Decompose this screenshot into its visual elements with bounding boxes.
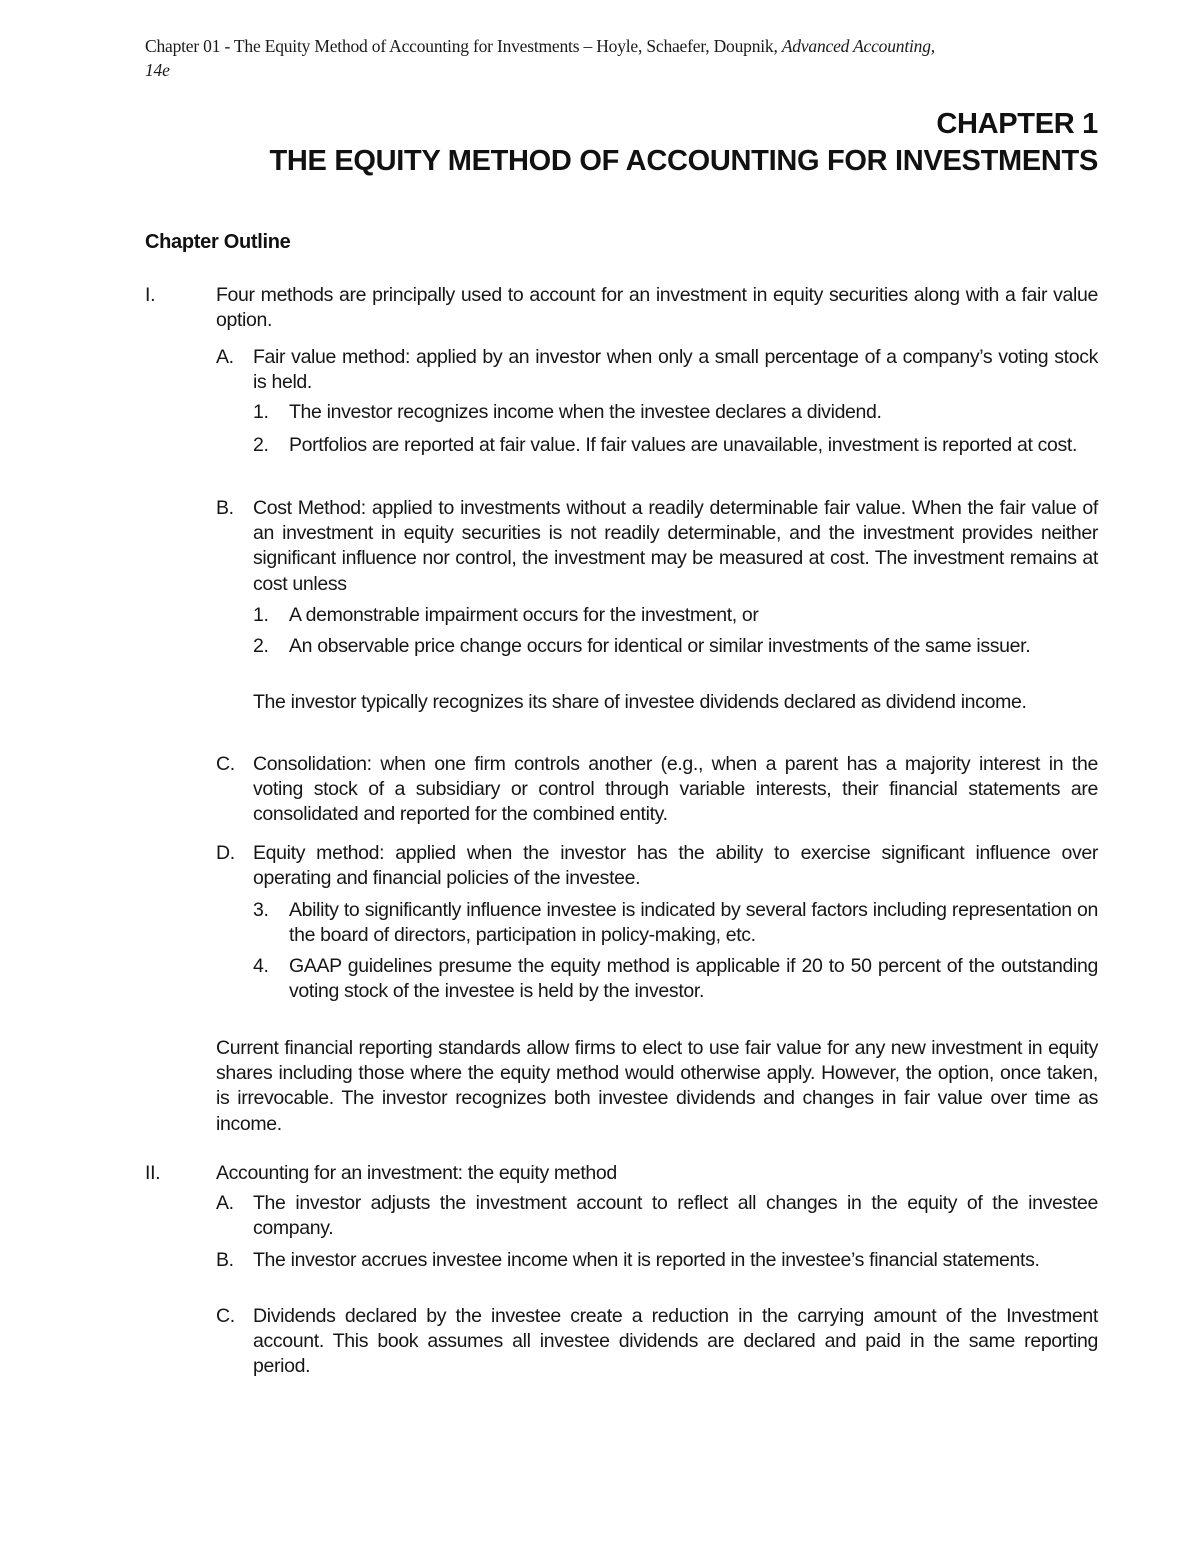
item-text: The investor adjusts the investment account to reflect all changes in the equity of the investee company. [253,1192,1098,1240]
subitem-label: 2. [253,434,269,456]
item-text: Equity method: applied when the investor has the ability to exercise significant influence over operating and financial policies of the investee. [253,842,1098,890]
subitem-text: Portfolios are reported at fair value. If fair values are unavailable, investment is reported at cost. [289,434,1078,456]
subitem-label: 3. [253,899,269,921]
chapter-number: CHAPTER 1 [936,108,1098,140]
subitem-text: The investor recognizes income when the investee declares a dividend. [289,401,882,423]
item-text: Cost Method: applied to investments without a readily determinable fair value. When the fair value of an investment in equity securities is not readily determinable, and the investment provides neither significant influence nor control, the investment may be measured at cost. The investment remains at cost unless [253,497,1098,595]
item-text: The investor accrues investee income when it is reported in the investee’s financial statements. [253,1249,1040,1271]
item-label: C. [216,753,235,775]
item-label: D. [216,842,235,864]
item-text: Fair value method: applied by an investor when only a small percentage of a company’s voting stock is held. [253,346,1098,394]
item-label: A. [216,346,234,368]
subitem-label: 2. [253,635,269,657]
subitem-label: 1. [253,401,269,423]
subitem-label: 1. [253,604,269,626]
subitem-label: 4. [253,955,269,977]
section-label: I. [145,284,156,306]
section-label: II. [145,1162,161,1184]
subitem-text: GAAP guidelines presume the equity method is applicable if 20 to 50 percent of the outstanding voting stock of the investee is held by the investor. [289,955,1098,1003]
closing-paragraph: Current financial reporting standards allow firms to elect to use fair value for any new investment in equity shares including those where the equity method would otherwise apply. However, the option, once taken, is irrevocable. The investor recognizes both investee dividends and changes in fair value over time as income. [216,1037,1098,1135]
running-header [145,34,1105,82]
item-label: B. [216,1249,234,1271]
item-label: B. [216,497,234,519]
section-text: Accounting for an investment: the equity method [216,1162,617,1184]
running-header-edition: 14e [145,60,170,80]
item-text: Consolidation: when one firm controls another (e.g., when a parent has a majority interest in the voting stock of a subsidiary or control through variable interests, their financial statements are consolidated and reported for the combined entity. [253,753,1098,826]
item-label: A. [216,1192,234,1214]
subitem-text: A demonstrable impairment occurs for the investment, or [289,604,759,626]
subitem-text: Ability to significantly influence investee is indicated by several factors including representation on the board of directors, participation in policy-making, etc. [289,899,1098,947]
chapter-title-block [269,106,1098,180]
outline-heading: Chapter Outline [145,231,291,253]
subitem-text: An observable price change occurs for identical or similar investments of the same issuer. [289,635,1031,657]
section-text: Four methods are principally used to account for an investment in equity securities along with a fair value option. [216,284,1098,332]
chapter-title: THE EQUITY METHOD OF ACCOUNTING FOR INVESTMENTS [269,145,1098,177]
item-label: C. [216,1305,235,1327]
item-text: Dividends declared by the investee create a reduction in the carrying amount of the Investment account. This book assumes all investee dividends are declared and paid in the same reporting period. [253,1305,1098,1378]
item-note: The investor typically recognizes its share of investee dividends declared as dividend income. [253,691,1027,713]
running-header-prefix: Chapter 01 - The Equity Method of Accounting for Investments – Hoyle, Schaefer, Doupnik, [145,36,782,56]
running-header-book-title: Advanced Accounting, [781,36,935,56]
